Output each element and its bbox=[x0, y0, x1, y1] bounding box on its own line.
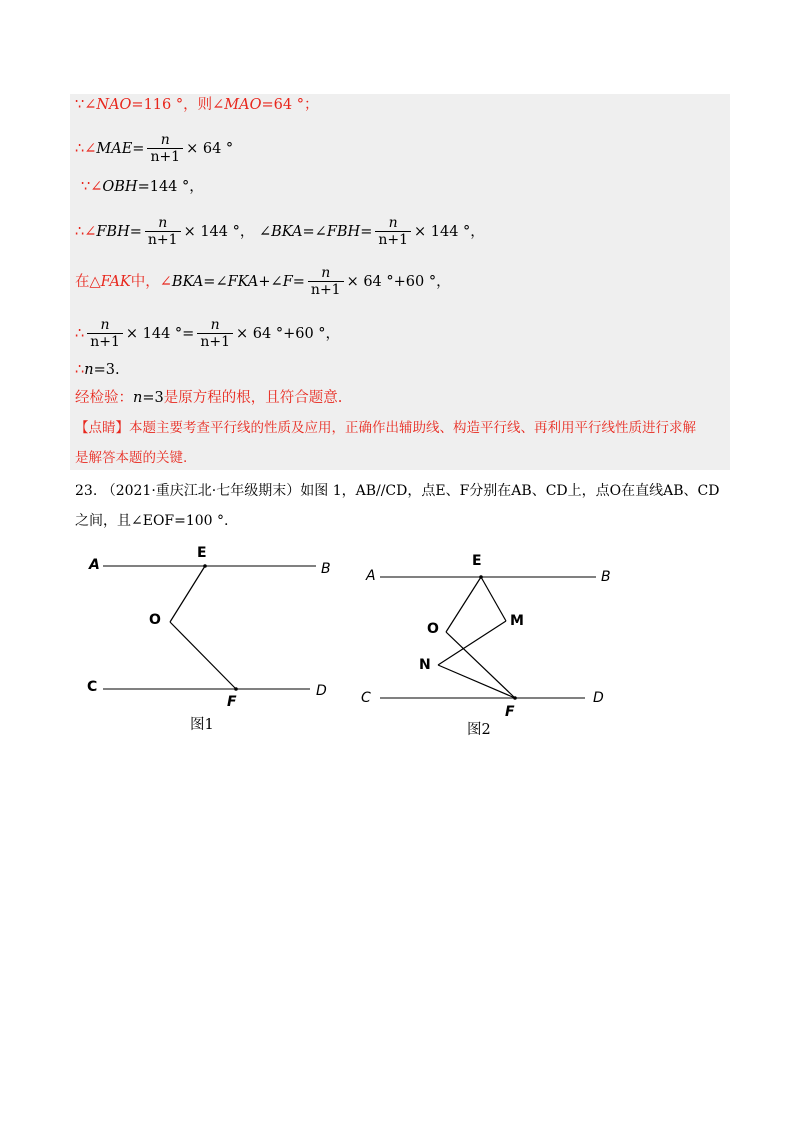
tip-line-1: 【点睛】本题主要考查平行线的性质及应用，正确作出辅助线、构造平行线、再利用平行线性质进行求解 bbox=[75, 420, 696, 436]
solution-line-2: ∴∠ MAE = $\frac{n}{n+1}$ × 64 ° bbox=[75, 132, 234, 165]
fraction: $\frac{n}{n+1}$ bbox=[375, 215, 411, 248]
fig2-label-B: B bbox=[601, 569, 611, 585]
segment-OF bbox=[446, 632, 515, 698]
problem-line-1: 23. （2021·重庆江北·七年级期末）如图 1，AB//CD，点E、F分别在AB、CD上，点O在直线AB、CD bbox=[75, 483, 720, 499]
fig1-label-E: E bbox=[197, 545, 207, 561]
fig1-label-C: C bbox=[87, 679, 98, 695]
segment-EM bbox=[481, 577, 506, 621]
fig1-label-B: B bbox=[321, 561, 331, 577]
fig2-label-O: O bbox=[427, 621, 439, 637]
solution-line-8: 经检验： n =3 是原方程的根，且符合题意. bbox=[75, 390, 343, 406]
fraction: $\frac{n}{n+1}$ bbox=[197, 317, 233, 350]
fraction: $\frac{n}{n+1}$ bbox=[147, 132, 183, 165]
fraction: $\frac{n}{n+1}$ bbox=[87, 317, 123, 350]
fraction: $\frac{n}{n+1}$ bbox=[308, 265, 344, 298]
solution-line-7: ∴ n =3. bbox=[75, 362, 120, 378]
fraction: $\frac{n}{n+1}$ bbox=[145, 215, 181, 248]
problem-line-2: 之间，且∠EOF=100 °. bbox=[75, 513, 229, 529]
fig2-label-E: E bbox=[472, 553, 482, 569]
solution-line-3: ∵∠ OBH =144 °， bbox=[81, 179, 204, 195]
fig1-label-A: A bbox=[89, 557, 100, 573]
fig2-label-F: F bbox=[505, 704, 515, 720]
solution-line-1: ∵∠ NAO =116 ° ，则∠ MAO =64 °； bbox=[75, 97, 319, 113]
fig2-label-N: N bbox=[419, 657, 431, 673]
fig2-label-D: D bbox=[593, 690, 604, 706]
solution-line-6: ∴ $\frac{n}{n+1}$ × 144 °= $\frac{n}{n+1}$ × 64 °+60 °， bbox=[75, 317, 341, 350]
segment-NF bbox=[438, 665, 515, 698]
fig2-label-M: M bbox=[510, 613, 524, 629]
fig1-label-D: D bbox=[316, 683, 327, 699]
fig1-label-O: O bbox=[149, 612, 161, 628]
fig1-label-F: F bbox=[227, 694, 237, 710]
solution-line-4: ∴∠ FBH = $\frac{n}{n+1}$ × 144 °， ∠ BKA =∠ FBH = $\frac{n}{n+1}$ × 144 °， bbox=[75, 215, 485, 248]
fig1-caption: 图1 bbox=[190, 717, 214, 733]
fig2-label-C: C bbox=[361, 690, 371, 706]
fig2-label-A: A bbox=[366, 568, 376, 584]
tip-line-2: 是解答本题的关键. bbox=[75, 450, 188, 466]
point-F bbox=[513, 696, 517, 700]
segment-EO bbox=[446, 577, 481, 632]
solution-line-5: 在△ FAK 中，∠ BKA =∠ FKA +∠ F = $\frac{n}{n+1}$ × 64 °+60 °， bbox=[75, 265, 451, 298]
point-E bbox=[479, 575, 483, 579]
fig2-caption: 图2 bbox=[467, 722, 491, 738]
